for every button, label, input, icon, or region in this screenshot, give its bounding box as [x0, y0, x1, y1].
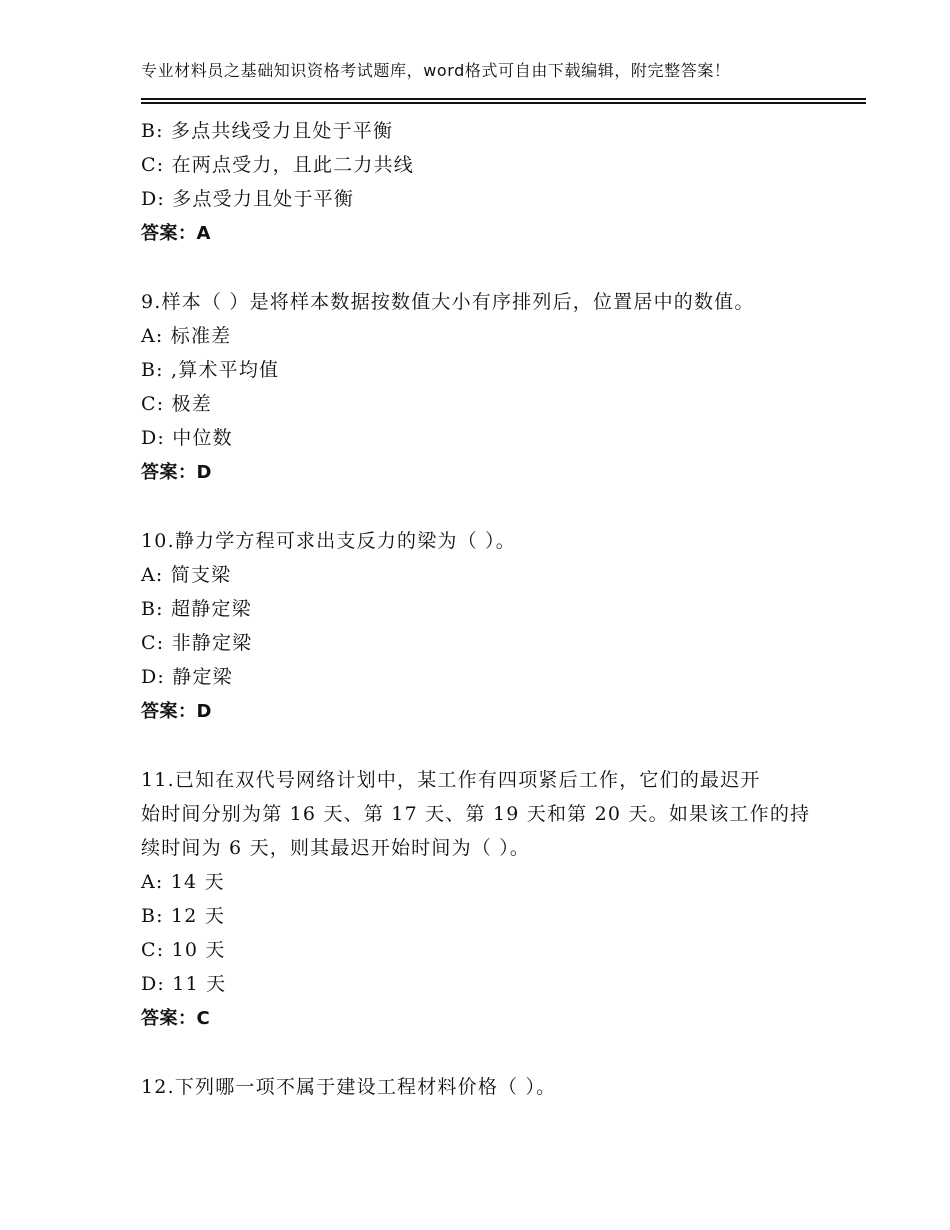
option-c: C: 在两点受力，且此二力共线	[141, 154, 414, 176]
header-rule-top	[141, 98, 866, 100]
header-title: 专业材料员之基础知识资格考试题库，word格式可自由下载编辑，附完整答案！	[141, 61, 731, 80]
option-c: C: 10 天	[141, 939, 226, 961]
option-d: D: 11 天	[141, 973, 227, 995]
question-stem: 12.下列哪一项不属于建设工程材料价格（ ）。	[141, 1076, 557, 1098]
header-rule-bottom	[141, 102, 866, 104]
question-stem-line-1: 11.已知在双代号网络计划中，某工作有四项紧后工作，它们的最迟开	[141, 769, 761, 791]
question-stem-line-3: 续时间为 6 天，则其最迟开始时间为（ ）。	[141, 837, 531, 859]
option-a: A: 标准差	[141, 325, 232, 347]
answer: 答案：A	[141, 223, 211, 244]
question-stem-line-2: 始时间分别为第 16 天、第 17 天、第 19 天和第 20 天。如果该工作的持	[141, 803, 811, 825]
answer: 答案：D	[141, 462, 212, 483]
answer: 答案：C	[141, 1008, 211, 1029]
option-b: B: 超静定梁	[141, 598, 252, 620]
option-d: D: 多点受力且处于平衡	[141, 188, 355, 210]
option-a: A: 14 天	[141, 871, 225, 893]
option-b: B: ,算术平均值	[141, 359, 280, 381]
option-b: B: 多点共线受力且处于平衡	[141, 120, 394, 142]
option-c: C: 极差	[141, 393, 212, 415]
question-stem: 9.样本（ ）是将样本数据按数值大小有序排列后，位置居中的数值。	[141, 291, 755, 313]
option-d: D: 静定梁	[141, 666, 233, 688]
question-stem: 10.静力学方程可求出支反力的梁为（ ）。	[141, 530, 516, 552]
option-b: B: 12 天	[141, 905, 226, 927]
option-a: A: 简支梁	[141, 564, 232, 586]
answer: 答案：D	[141, 701, 212, 722]
option-d: D: 中位数	[141, 427, 233, 449]
option-c: C: 非静定梁	[141, 632, 253, 654]
